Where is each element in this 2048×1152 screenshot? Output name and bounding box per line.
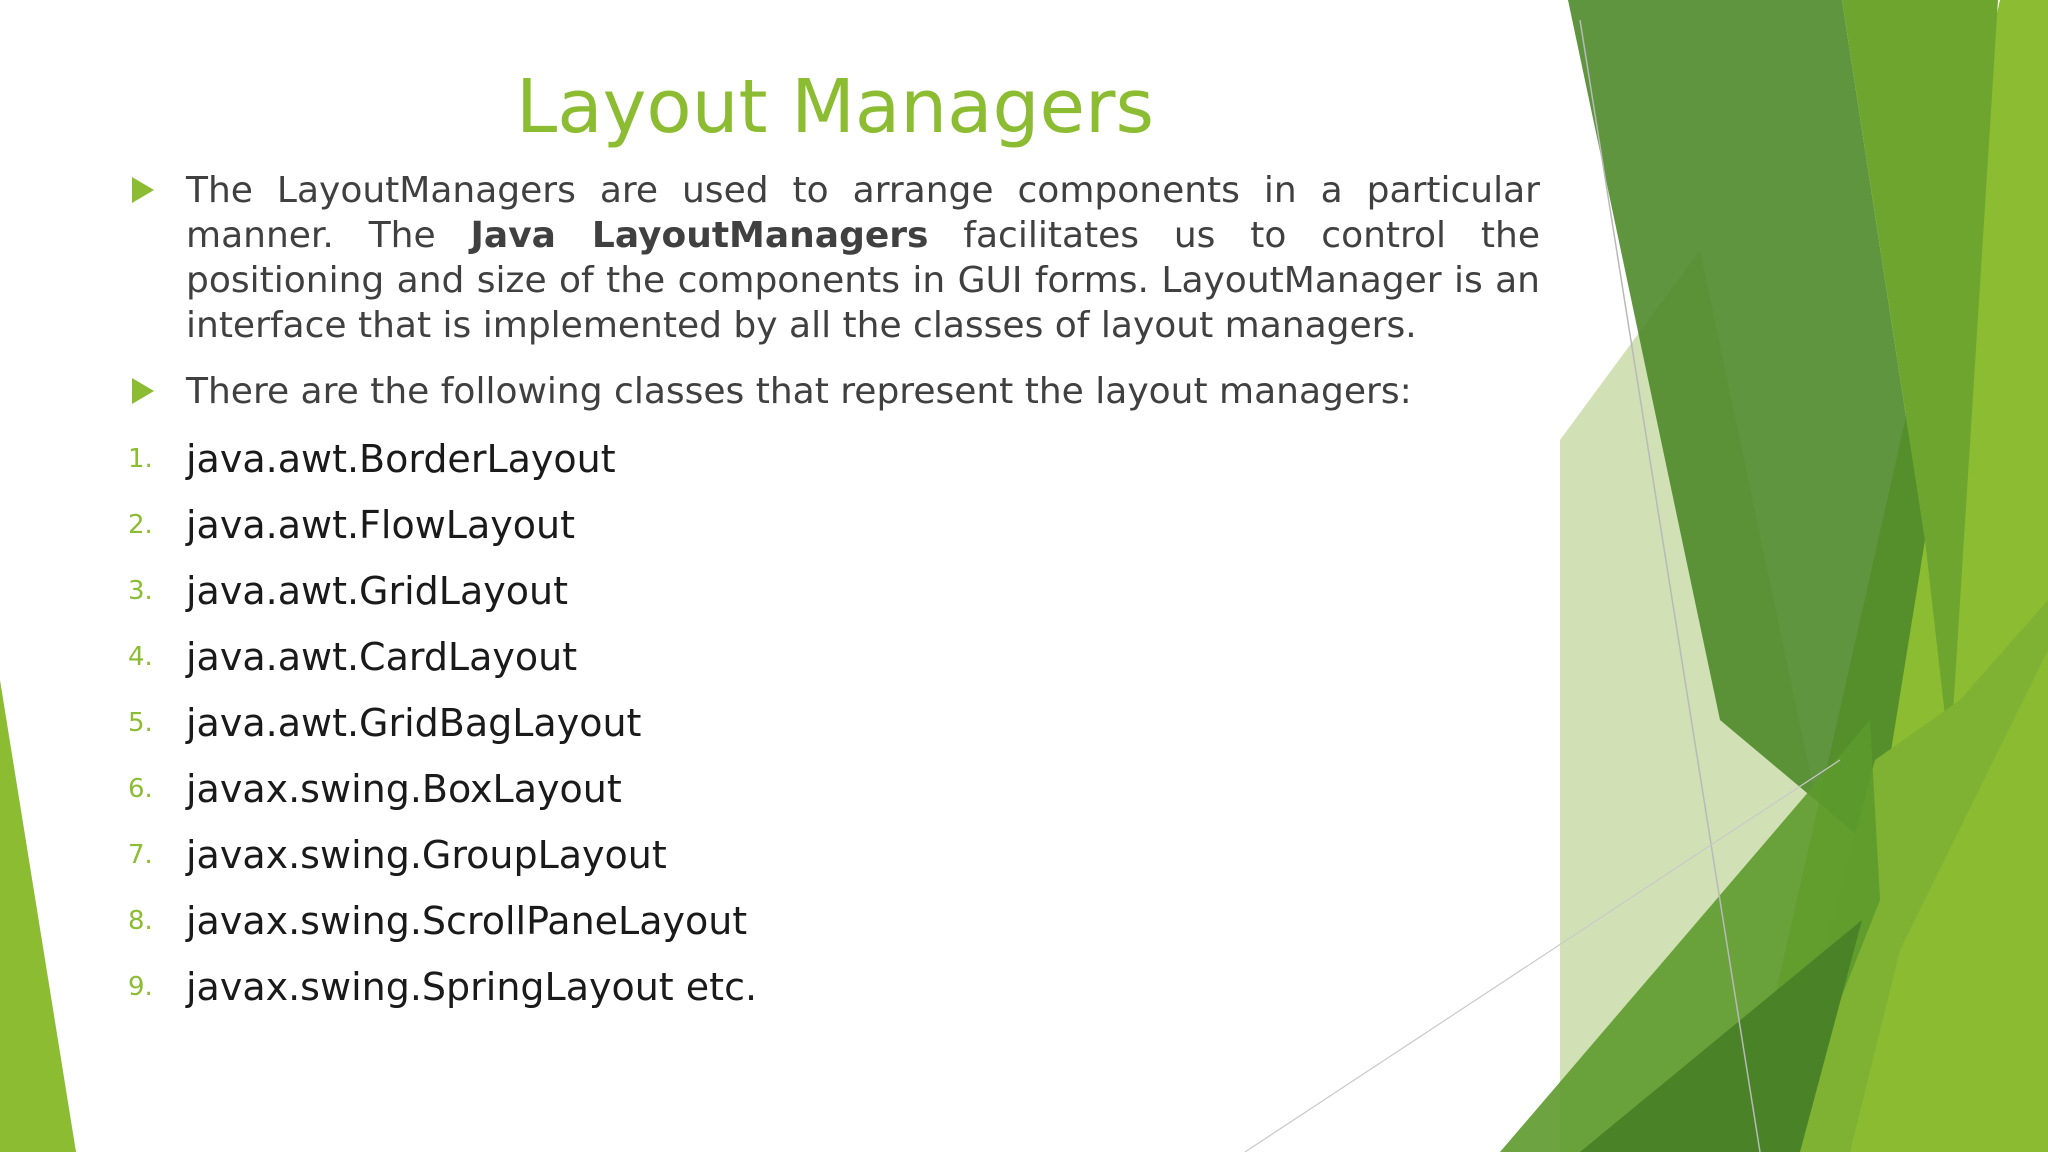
list-text: javax.swing.SpringLayout etc. xyxy=(186,965,758,1009)
list-text: java.awt.CardLayout xyxy=(186,635,578,679)
list-text: javax.swing.GroupLayout xyxy=(186,833,667,877)
list-item xyxy=(0,566,1400,616)
slide-title: Layout Managers xyxy=(516,64,1154,150)
list-text: java.awt.GridLayout xyxy=(186,569,568,613)
list-number: 9. xyxy=(128,972,153,1002)
list-text: javax.swing.BoxLayout xyxy=(186,767,622,811)
list-text: java.awt.BorderLayout xyxy=(186,437,616,481)
list-number: 2. xyxy=(128,510,153,540)
list-number: 8. xyxy=(128,906,153,936)
list-number: 5. xyxy=(128,708,153,738)
list-item xyxy=(0,500,1400,550)
classes-intro-paragraph: There are the following classes that represent the layout managers: xyxy=(186,371,1412,412)
list-number: 6. xyxy=(128,774,153,804)
triangle-bullet-icon xyxy=(132,378,154,404)
list-item xyxy=(0,434,1400,484)
list-number: 7. xyxy=(128,840,153,870)
list-text: javax.swing.ScrollPaneLayout xyxy=(186,899,748,943)
list-item xyxy=(0,632,1400,682)
list-item xyxy=(0,896,1400,946)
list-text: java.awt.GridBagLayout xyxy=(186,701,642,745)
list-item xyxy=(0,830,1400,880)
list-item xyxy=(0,764,1400,814)
list-text: java.awt.FlowLayout xyxy=(186,503,575,547)
intro-lead: The LayoutManagers are used to arrange components in a particular manner. The xyxy=(186,170,1540,256)
intro-paragraph xyxy=(186,168,1540,348)
list-item xyxy=(0,698,1400,748)
list-number: 3. xyxy=(128,576,153,606)
triangle-bullet-icon xyxy=(132,177,154,203)
list-number: 1. xyxy=(128,444,153,474)
intro-tail: facilitates us to control the positioning and size of the components in GUI forms. LayoutManager is an interface that is implemented by all the classes of layout managers. xyxy=(186,215,1540,346)
list-item xyxy=(0,962,1400,1012)
intro-bold-term: Java LayoutManagers xyxy=(470,215,929,256)
list-number: 4. xyxy=(128,642,153,672)
